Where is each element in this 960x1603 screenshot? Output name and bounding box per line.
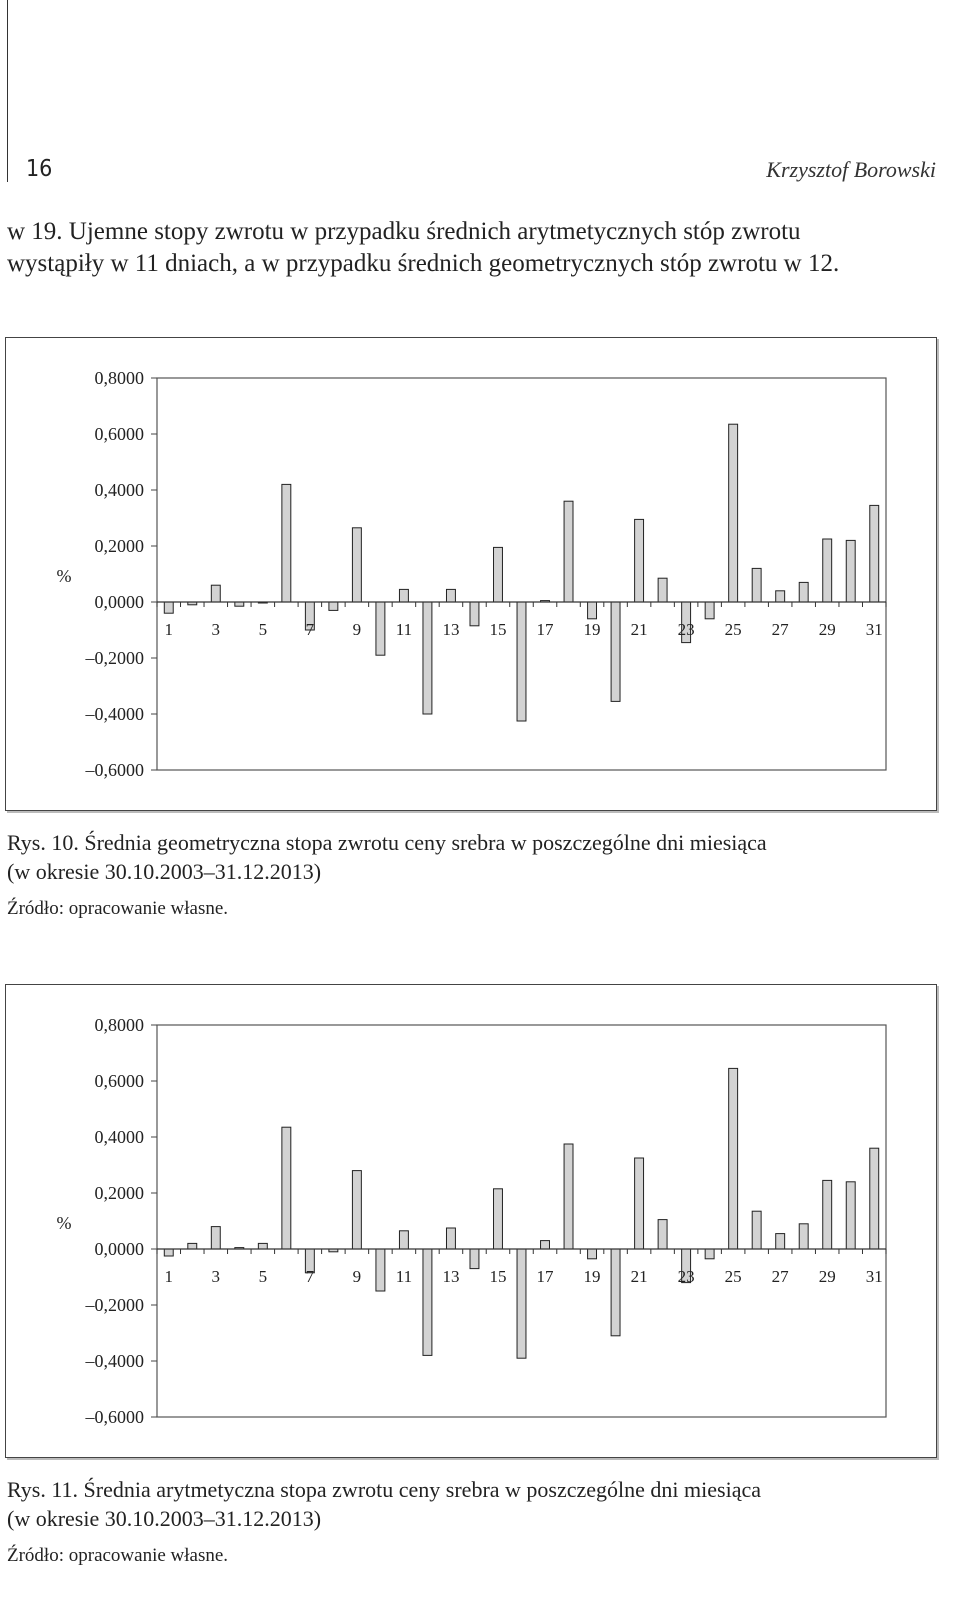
bar-day-18 xyxy=(564,1144,573,1249)
chart-10-svg xyxy=(6,338,936,810)
x-tick-label: 1 xyxy=(164,1267,174,1286)
body-line-2: wystąpiły w 11 dniach, a w przypadku średnich geometrycznych stóp zwrotu w 12. xyxy=(7,250,840,277)
bar-day-14 xyxy=(470,1249,479,1269)
figure-10-caption xyxy=(7,828,937,886)
x-tick-label: 23 xyxy=(677,1267,695,1286)
x-tick-label: 11 xyxy=(395,1267,413,1286)
bar-day-24 xyxy=(705,602,714,619)
bar-day-22 xyxy=(658,578,667,602)
x-tick-label: 31 xyxy=(865,620,883,639)
bar-day-30 xyxy=(846,540,855,602)
x-tick-label: 13 xyxy=(442,1267,460,1286)
bar-day-9 xyxy=(352,528,361,602)
bar-day-12 xyxy=(423,602,432,714)
y-tick-label: 0,8000 xyxy=(94,1015,144,1035)
y-tick-label: –0,2000 xyxy=(85,1295,144,1315)
y-tick-label: –0,6000 xyxy=(85,760,144,780)
bar-day-10 xyxy=(376,1249,385,1291)
bar-day-4 xyxy=(235,602,244,606)
y-axis-label: % xyxy=(56,566,72,586)
body-line-1: w 19. Ujemne stopy zwrotu w przypadku średnich arytmetycznych stóp zwrotu xyxy=(7,218,801,245)
page-number: 16 xyxy=(26,156,53,182)
body-paragraph xyxy=(7,216,937,280)
x-tick-label: 15 xyxy=(489,620,507,639)
x-tick-label: 17 xyxy=(536,1267,554,1286)
x-tick-label: 23 xyxy=(677,620,695,639)
figure-11-source: Źródło: opracowanie własne. xyxy=(7,1545,229,1566)
bar-day-12 xyxy=(423,1249,432,1355)
bar-day-29 xyxy=(823,1180,832,1249)
bar-day-16 xyxy=(517,1249,526,1358)
y-tick-label: 0,2000 xyxy=(94,536,144,556)
x-tick-label: 19 xyxy=(583,1267,601,1286)
bar-day-28 xyxy=(799,1224,808,1249)
bar-day-15 xyxy=(494,547,503,602)
x-tick-label: 29 xyxy=(818,1267,836,1286)
x-tick-label: 21 xyxy=(630,620,648,639)
x-tick-label: 1 xyxy=(164,620,174,639)
bar-day-13 xyxy=(446,1228,455,1249)
x-tick-label: 25 xyxy=(724,1267,742,1286)
bar-day-28 xyxy=(799,582,808,602)
figure-10-chart xyxy=(5,337,937,811)
x-tick-label: 19 xyxy=(583,620,601,639)
y-tick-label: 0,6000 xyxy=(94,1071,144,1091)
x-tick-label: 31 xyxy=(865,1267,883,1286)
y-tick-label: –0,2000 xyxy=(85,648,144,668)
x-tick-label: 9 xyxy=(352,1267,362,1286)
y-axis-label: % xyxy=(56,1213,72,1233)
bar-day-17 xyxy=(541,1241,550,1249)
bar-day-29 xyxy=(823,539,832,602)
bar-day-3 xyxy=(211,1227,220,1249)
bar-day-16 xyxy=(517,602,526,721)
bar-day-18 xyxy=(564,501,573,602)
bar-day-26 xyxy=(752,1211,761,1249)
bar-day-31 xyxy=(870,505,879,602)
y-tick-label: –0,4000 xyxy=(85,1351,144,1371)
bar-day-9 xyxy=(352,1171,361,1249)
y-tick-label: 0,0000 xyxy=(94,1239,144,1259)
bar-day-2 xyxy=(188,1243,197,1249)
bar-day-3 xyxy=(211,585,220,602)
caption-10-line-1: Rys. 10. Średnia geometryczna stopa zwrotu ceny srebra w poszczególne dni miesiąca xyxy=(7,830,767,855)
x-tick-label: 7 xyxy=(305,620,315,639)
x-tick-label: 3 xyxy=(211,620,221,639)
x-tick-label: 27 xyxy=(771,1267,789,1286)
caption-10-line-2: (w okresie 30.10.2003–31.12.2013) xyxy=(7,859,322,884)
x-tick-label: 13 xyxy=(442,620,460,639)
figure-11-chart xyxy=(5,984,937,1458)
x-tick-label: 9 xyxy=(352,620,362,639)
bar-day-27 xyxy=(776,591,785,602)
bar-day-8 xyxy=(329,602,338,610)
bar-day-30 xyxy=(846,1182,855,1249)
x-tick-label: 7 xyxy=(305,1267,315,1286)
x-tick-label: 5 xyxy=(258,1267,268,1286)
y-tick-label: 0,6000 xyxy=(94,424,144,444)
bar-day-15 xyxy=(494,1189,503,1249)
bar-day-6 xyxy=(282,484,291,602)
bar-day-1 xyxy=(164,602,173,613)
bar-day-13 xyxy=(446,589,455,602)
margin-rule xyxy=(7,0,8,182)
x-tick-label: 29 xyxy=(818,620,836,639)
bar-day-10 xyxy=(376,602,385,655)
bar-day-1 xyxy=(164,1249,173,1256)
bar-day-20 xyxy=(611,602,620,701)
bar-day-25 xyxy=(729,424,738,602)
bar-day-5 xyxy=(258,1243,267,1249)
bar-day-20 xyxy=(611,1249,620,1336)
x-tick-label: 17 xyxy=(536,620,554,639)
y-tick-label: –0,6000 xyxy=(85,1407,144,1427)
bar-day-27 xyxy=(776,1234,785,1249)
bar-day-14 xyxy=(470,602,479,626)
x-tick-label: 3 xyxy=(211,1267,221,1286)
figure-11-caption xyxy=(7,1475,937,1533)
y-tick-label: 0,2000 xyxy=(94,1183,144,1203)
y-tick-label: 0,4000 xyxy=(94,1127,144,1147)
bar-day-21 xyxy=(635,1158,644,1249)
figure-10-source: Źródło: opracowanie własne. xyxy=(7,898,229,919)
bar-day-24 xyxy=(705,1249,714,1259)
caption-11-line-2: (w okresie 30.10.2003–31.12.2013) xyxy=(7,1506,322,1531)
x-tick-label: 5 xyxy=(258,620,268,639)
chart-11-svg xyxy=(6,985,936,1457)
caption-11-line-1: Rys. 11. Średnia arytmetyczna stopa zwrotu ceny srebra w poszczególne dni miesiąca xyxy=(7,1477,761,1502)
bar-day-6 xyxy=(282,1127,291,1249)
x-tick-label: 21 xyxy=(630,1267,648,1286)
bar-day-25 xyxy=(729,1068,738,1249)
y-tick-label: 0,8000 xyxy=(94,368,144,388)
running-header-author: Krzysztof Borowski xyxy=(766,157,936,182)
y-tick-label: –0,4000 xyxy=(85,704,144,724)
bar-day-21 xyxy=(635,519,644,602)
bar-day-19 xyxy=(588,602,597,619)
bar-day-26 xyxy=(752,568,761,602)
bar-day-11 xyxy=(399,589,408,602)
x-tick-label: 15 xyxy=(489,1267,507,1286)
bar-day-31 xyxy=(870,1148,879,1249)
x-tick-label: 27 xyxy=(771,620,789,639)
y-tick-label: 0,0000 xyxy=(94,592,144,612)
x-tick-label: 25 xyxy=(724,620,742,639)
bar-day-11 xyxy=(399,1231,408,1249)
bar-day-22 xyxy=(658,1220,667,1249)
x-tick-label: 11 xyxy=(395,620,413,639)
bar-day-19 xyxy=(588,1249,597,1259)
y-tick-label: 0,4000 xyxy=(94,480,144,500)
